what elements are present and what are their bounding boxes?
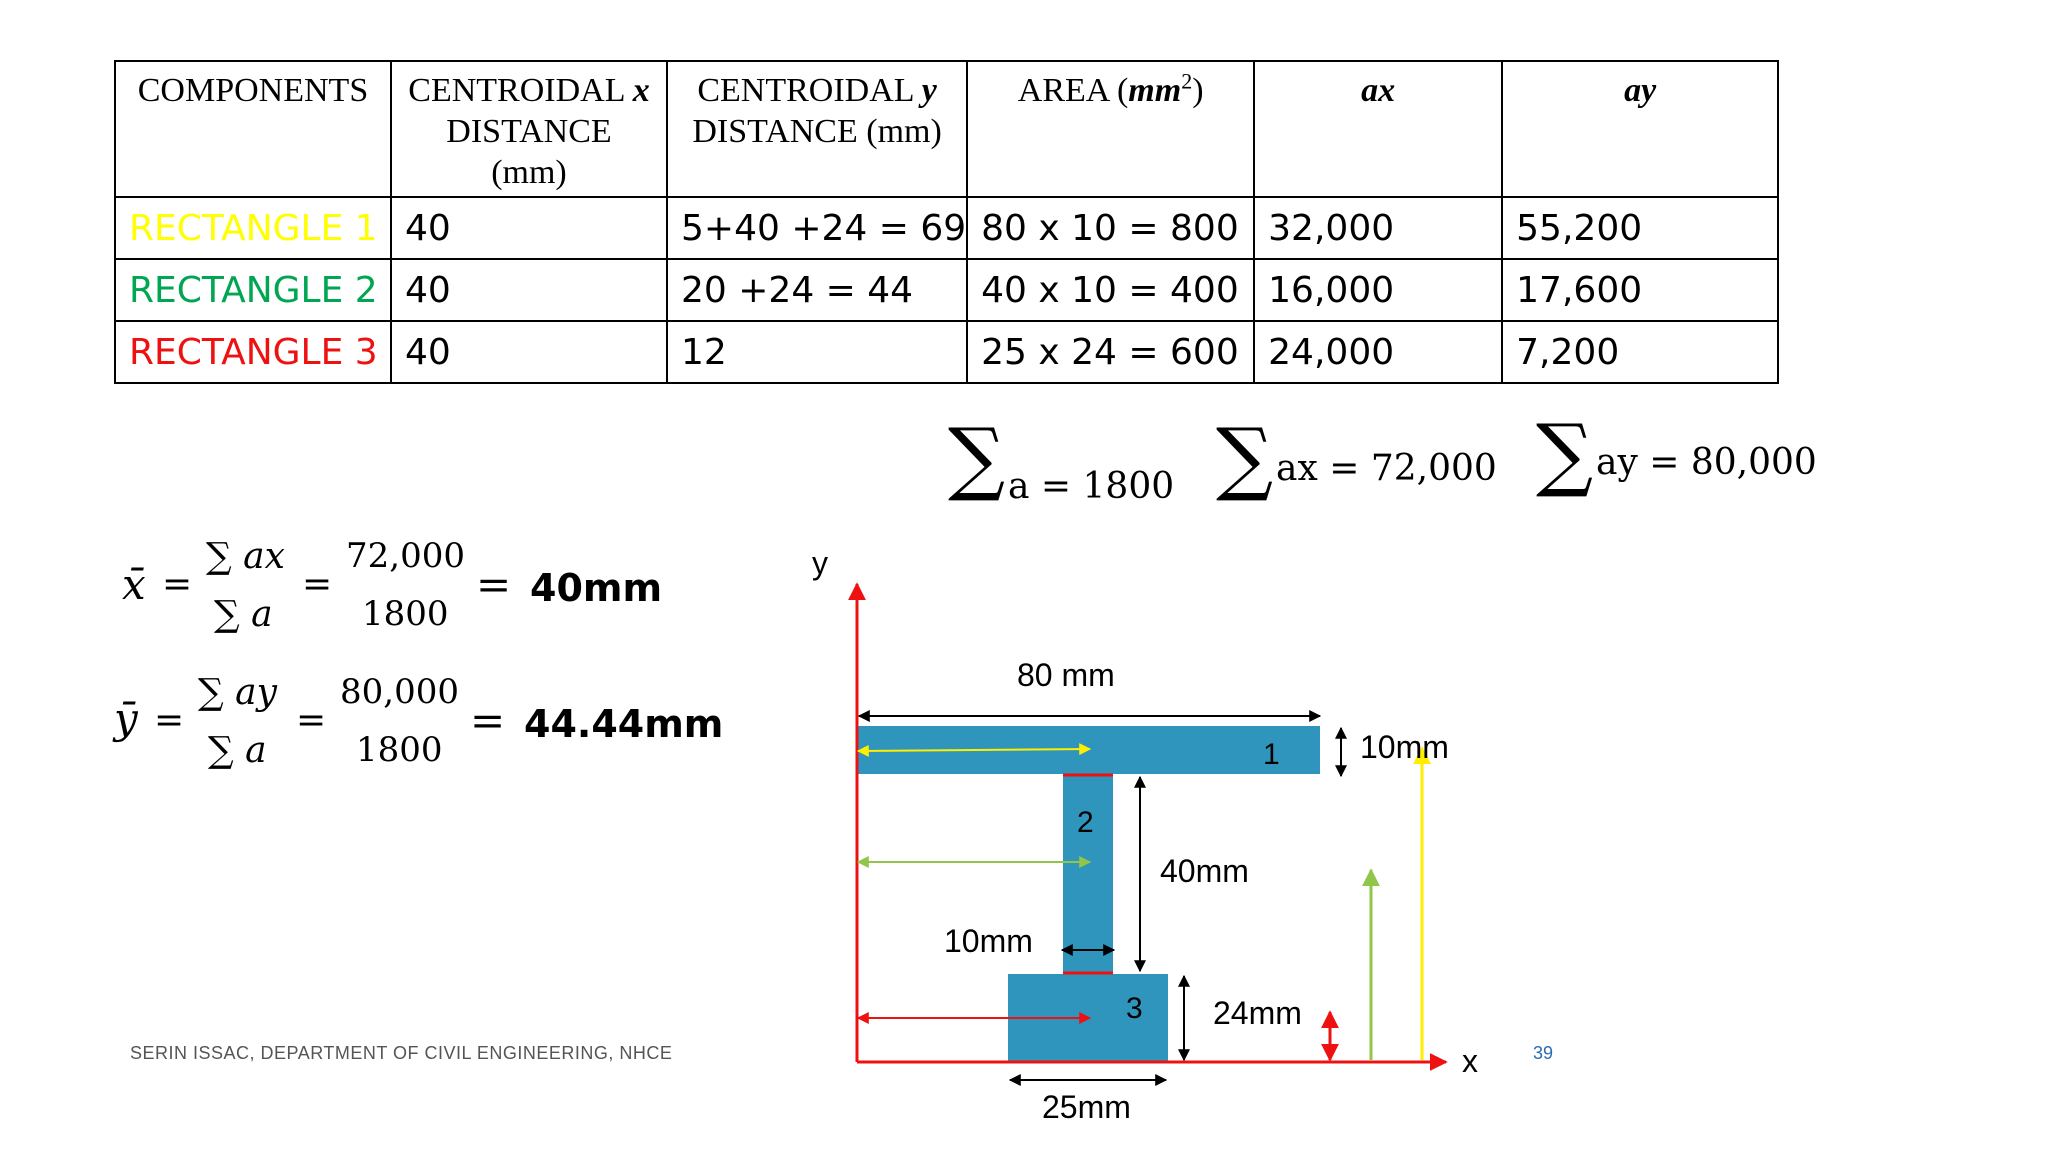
row-area: 80 x 10 = 800 — [967, 197, 1254, 259]
header-area: AREA $(mm^2)$ — [967, 61, 1254, 197]
page-number: 39 — [1533, 1043, 1554, 1063]
row-cx: 40 — [391, 197, 667, 259]
shape-label-2: 2 — [1077, 806, 1094, 839]
dimension-80mm-label: 80 mm — [1017, 657, 1115, 693]
equals-sign: = — [296, 700, 327, 741]
footer-credit: SERIN ISSAC, DEPARTMENT OF CIVIL ENGINEERING, NHCE — [130, 1043, 673, 1063]
dimension-25mm-label: 25mm — [1042, 1089, 1131, 1125]
xbar-numerator-symbol: ∑ ax — [206, 536, 285, 577]
xbar-symbol: x̄ — [122, 560, 146, 609]
header-centroidal-x: CENTROIDAL x DISTANCE (mm) — [391, 61, 667, 197]
row-ax: 16,000 — [1254, 259, 1502, 321]
ybar-numerator-symbol: ∑ ay — [198, 672, 277, 713]
xbar-result: 40mm — [530, 566, 663, 610]
row-ay: 7,200 — [1502, 321, 1778, 383]
header-ay: ay — [1502, 61, 1778, 197]
xbar-denominator-symbol: ∑ a — [214, 594, 273, 635]
dimension-24mm-label: 24mm — [1213, 995, 1302, 1031]
shape-label-3: 3 — [1126, 992, 1143, 1025]
xbar-numerator-value: 72,000 — [346, 536, 465, 576]
row-cy: 12 — [667, 321, 967, 383]
dimension-10mm-top-label: 10mm — [1360, 729, 1449, 765]
ybar-result: 44.44mm — [524, 702, 724, 746]
ybar-denominator-symbol: ∑ a — [208, 730, 267, 771]
x-axis-label: x — [1462, 1043, 1478, 1079]
sum-ax: ax = 72,000 — [1276, 448, 1497, 489]
dimension-10mm-web-label: 10mm — [944, 923, 1033, 959]
row-ax: 32,000 — [1254, 197, 1502, 259]
shape-label-1: 1 — [1263, 738, 1280, 771]
equals-sign: = — [162, 564, 193, 605]
header-centroidal-y: CENTROIDAL y DISTANCE (mm) — [667, 61, 967, 197]
row-area: 25 x 24 = 600 — [967, 321, 1254, 383]
xbar-denominator-value: 1800 — [362, 594, 449, 634]
row-ay: 55,200 — [1502, 197, 1778, 259]
sum-ay: ay = 80,000 — [1596, 442, 1817, 483]
sigma-symbol: ∑ — [1216, 411, 1274, 504]
equals-sign: = — [302, 564, 333, 605]
row-cx: 40 — [391, 321, 667, 383]
sigma-symbol: ∑ — [948, 411, 1006, 504]
dimension-40mm-label: 40mm — [1160, 853, 1249, 889]
row-cy: 5+40 +24 = 69 — [667, 197, 967, 259]
row-area: 40 x 10 = 400 — [967, 259, 1254, 321]
row-ax: 24,000 — [1254, 321, 1502, 383]
row-name: RECTANGLE 2 — [115, 259, 391, 321]
row-ay: 17,600 — [1502, 259, 1778, 321]
sigma-symbol: ∑ — [1536, 407, 1594, 500]
ybar-symbol: ȳ — [114, 694, 138, 743]
y-axis-label: y — [812, 545, 828, 581]
row-name: RECTANGLE 3 — [115, 321, 391, 383]
equals-sign: = — [470, 696, 506, 745]
row-cx: 40 — [391, 259, 667, 321]
rectangle-2-web — [1063, 774, 1113, 974]
equals-sign: = — [476, 560, 512, 609]
sum-a: a = 1800 — [1008, 466, 1175, 507]
ybar-numerator-value: 80,000 — [340, 672, 459, 712]
row-cy: 20 +24 = 44 — [667, 259, 967, 321]
row-name: RECTANGLE 1 — [115, 197, 391, 259]
header-ax: ax — [1254, 61, 1502, 197]
header-components: COMPONENTS — [115, 61, 391, 197]
equals-sign: = — [154, 700, 185, 741]
ybar-denominator-value: 1800 — [356, 730, 443, 770]
